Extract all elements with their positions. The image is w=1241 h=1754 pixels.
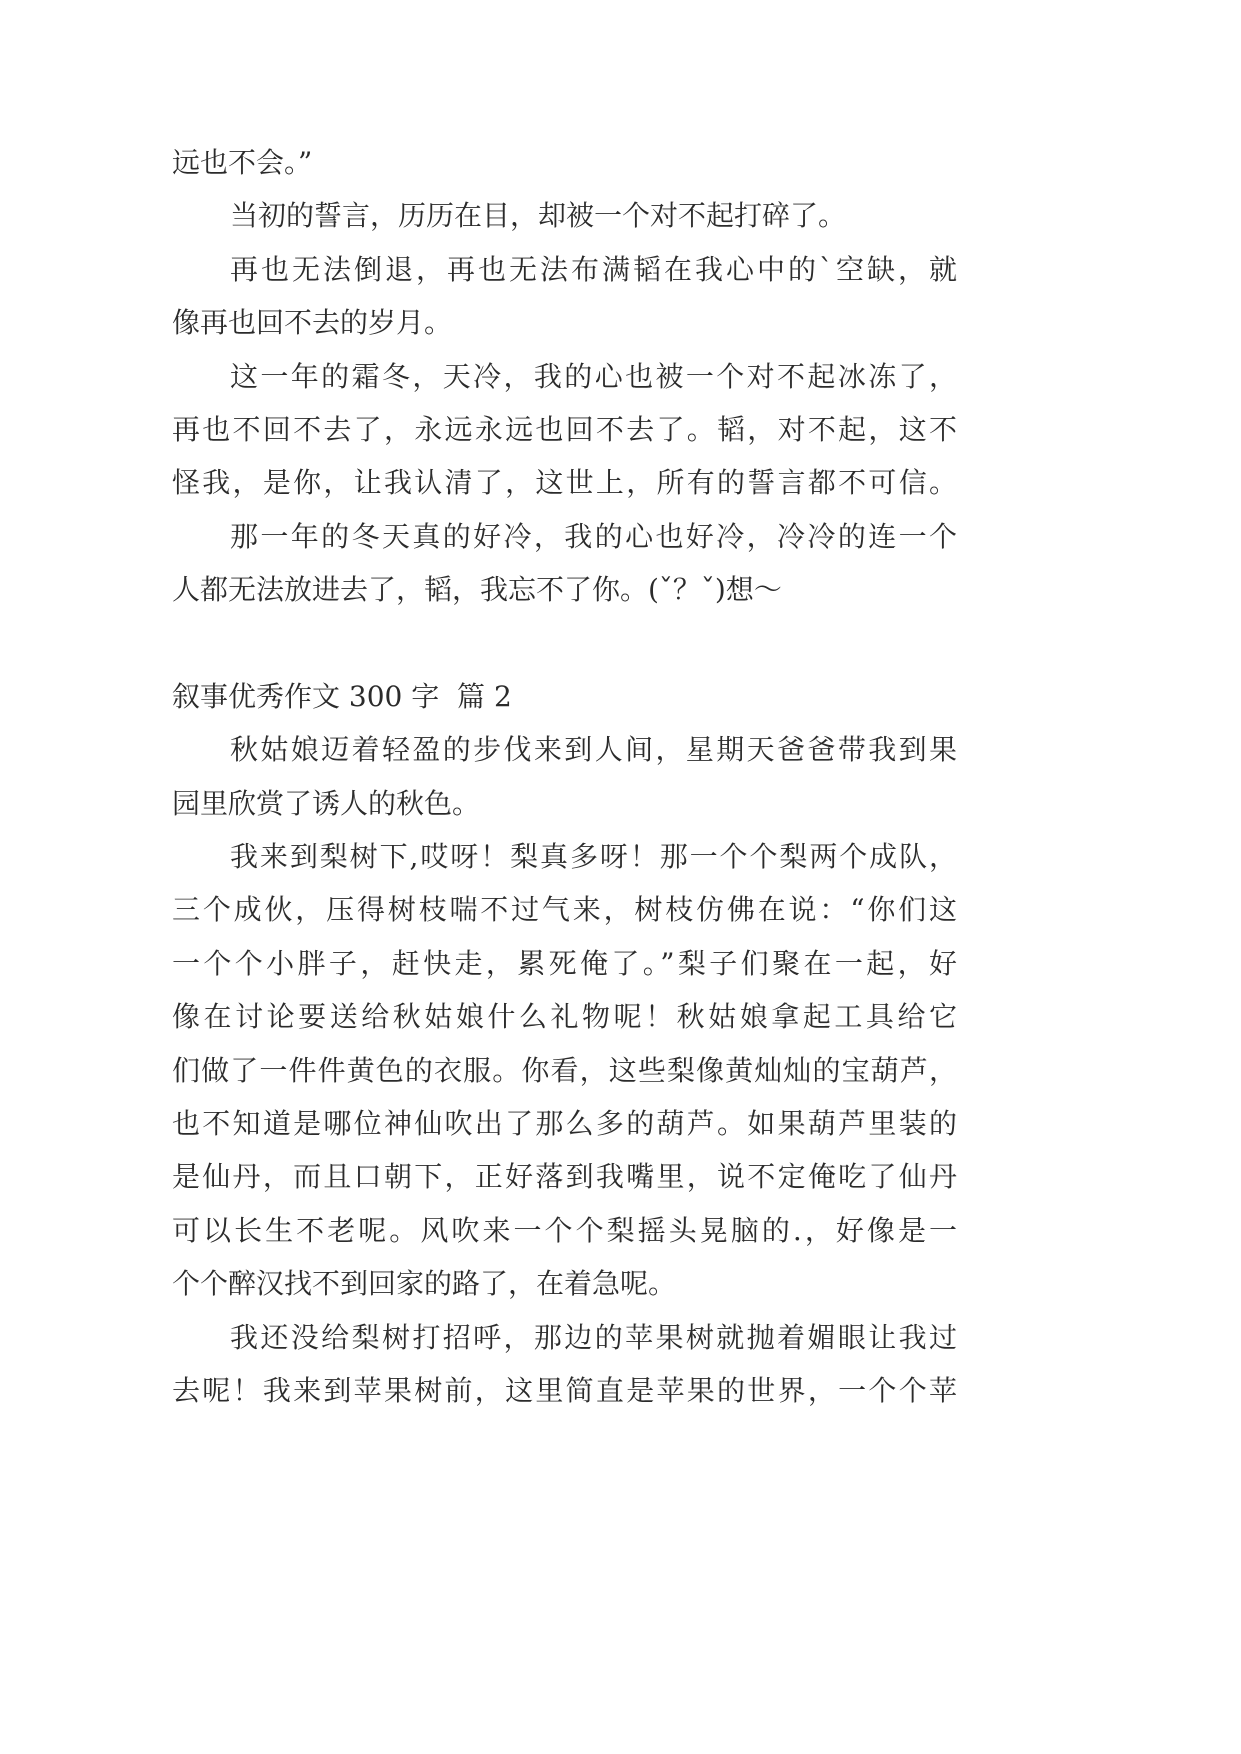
section-1 bbox=[172, 136, 957, 617]
paragraph bbox=[172, 723, 957, 830]
text-line: 这一年的霜冬，天冷，我的心也被一个对不起冰冻了， bbox=[230, 359, 957, 393]
text-line: 也不知道是哪位神仙吹出了那么多的葫芦。如果葫芦里装的 bbox=[172, 1107, 957, 1141]
paragraph bbox=[172, 1311, 957, 1418]
text-line: 个个醉汉找不到回家的路了，在着急呢。 bbox=[172, 1267, 677, 1301]
section-2 bbox=[172, 670, 957, 1417]
section-heading: 叙事优秀作文 300 字 篇 2 bbox=[172, 679, 512, 713]
text-line: 再也无法倒退，再也无法布满韬在我心中的`空缺，就 bbox=[230, 252, 957, 286]
paragraph bbox=[172, 830, 957, 1311]
blank-line bbox=[172, 617, 957, 670]
text-line: 去呢！我来到苹果树前，这里简直是苹果的世界，一个个苹 bbox=[172, 1373, 957, 1407]
text-line: 像再也回不去的岁月。 bbox=[172, 306, 453, 340]
text-line: 像在讨论要送给秋姑娘什么礼物呢！秋姑娘拿起工具给它 bbox=[172, 1000, 957, 1034]
paragraph bbox=[172, 189, 957, 242]
paragraph bbox=[172, 510, 957, 617]
text-line: 可以长生不老呢。风吹来一个个梨摇头晃脑的.，好像是一 bbox=[172, 1213, 957, 1247]
text-line: 我来到梨树下,哎呀！梨真多呀！那一个个梨两个成队， bbox=[230, 840, 957, 874]
document-body bbox=[172, 136, 957, 1417]
text-line: 那一年的冬天真的好冷，我的心也好冷，冷冷的连一个 bbox=[230, 519, 957, 553]
text-line: 园里欣赏了诱人的秋色。 bbox=[172, 786, 481, 820]
text-line: 远也不会。” bbox=[172, 146, 313, 179]
text-line: 们做了一件件黄色的衣服。你看，这些梨像黄灿灿的宝葫芦， bbox=[172, 1053, 957, 1087]
text-line: 一个个小胖子，赶快走，累死俺了。”梨子们聚在一起，好 bbox=[172, 946, 957, 980]
paragraph bbox=[172, 350, 957, 510]
text-line: 怪我，是你，让我认清了，这世上，所有的誓言都不可信。 bbox=[172, 466, 957, 500]
paragraph bbox=[172, 136, 957, 189]
text-line: 当初的誓言，历历在目，却被一个对不起打碎了。 bbox=[230, 199, 847, 233]
text-line: 我还没给梨树打招呼，那边的苹果树就抛着媚眼让我过 bbox=[230, 1320, 957, 1354]
text-line: 人都无法放进去了，韬，我忘不了你。(ˇ？ˇ)想～ bbox=[172, 573, 782, 607]
text-line: 秋姑娘迈着轻盈的步伐来到人间，星期天爸爸带我到果 bbox=[230, 733, 957, 767]
text-line: 是仙丹，而且口朝下，正好落到我嘴里，说不定俺吃了仙丹 bbox=[172, 1160, 957, 1194]
text-line: 再也不回不去了，永远永远也回不去了。韬，对不起，这不 bbox=[172, 412, 957, 446]
text-line: 三个成伙，压得树枝喘不过气来，树枝仿佛在说：“你们这 bbox=[172, 893, 957, 927]
paragraph bbox=[172, 243, 957, 350]
